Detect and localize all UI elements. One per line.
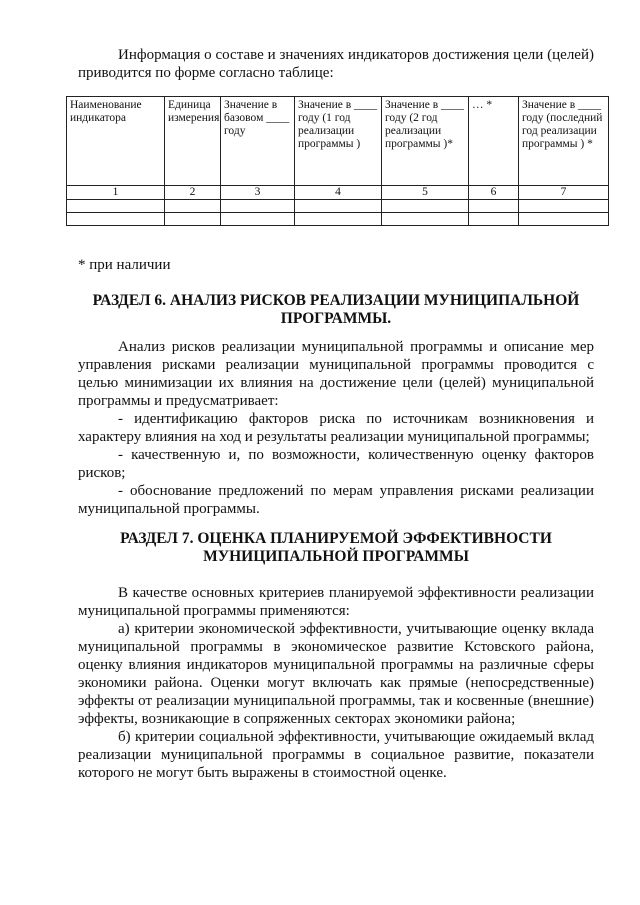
table-row bbox=[67, 200, 609, 213]
section7-body bbox=[78, 584, 594, 782]
column-number: 5 bbox=[382, 186, 469, 200]
table-cell bbox=[469, 213, 519, 226]
column-number: 7 bbox=[519, 186, 609, 200]
section7-title: РАЗДЕЛ 7. ОЦЕНКА ПЛАНИРУЕМОЙ ЭФФЕКТИВНОСТИ МУНИЦИПАЛЬНОЙ ПРОГРАММЫ bbox=[120, 530, 552, 565]
section6-body bbox=[78, 338, 594, 518]
footnote: * при наличии bbox=[78, 257, 171, 273]
table-cell bbox=[165, 200, 221, 213]
header-cell: … * bbox=[469, 97, 519, 186]
table-cell bbox=[295, 200, 382, 213]
header-cell: Значение в базовом ____ году bbox=[221, 97, 295, 186]
section7-paragraph: а) критерии экономической эффективности, учитывающие оценку вклада муниципальной программы в экономическое развитие Кстовского района, оценку влияния индикаторов муниципальной программы на различные сферы экономики района. Оценки могут включать как прямые (непосредственные) эффекты от реализации муниципальной программы, так и косвенные (внешние) эффекты, возникающие в сопряженных секторах экономики района; bbox=[78, 621, 594, 727]
table-cell bbox=[295, 213, 382, 226]
column-number: 2 bbox=[165, 186, 221, 200]
column-number: 1 bbox=[67, 186, 165, 200]
section7-paragraph: В качестве основных критериев планируемой эффективности реализации муниципальной программы применяются: bbox=[78, 585, 594, 619]
intro-paragraph: Информация о составе и значениях индикаторов достижения цели (целей) приводится по форме согласно таблице: bbox=[78, 47, 594, 81]
column-number: 3 bbox=[221, 186, 295, 200]
header-cell: Значение в ____ году (1 год реализации программы ) bbox=[295, 97, 382, 186]
table-cell bbox=[519, 200, 609, 213]
section6-title: РАЗДЕЛ 6. АНАЛИЗ РИСКОВ РЕАЛИЗАЦИИ МУНИЦИПАЛЬНОЙ ПРОГРАММЫ. bbox=[92, 292, 580, 327]
table-row bbox=[67, 213, 609, 226]
table-cell bbox=[67, 200, 165, 213]
header-cell: Единица измерения bbox=[165, 97, 221, 186]
table-cell bbox=[519, 213, 609, 226]
table-header-row bbox=[67, 97, 609, 186]
table-cell bbox=[469, 200, 519, 213]
section7-paragraph: б) критерии социальной эффективности, учитывающие ожидаемый вклад реализации муниципальной программы в социальное развитие, показатели которого не могут быть выражены в стоимостной оценке. bbox=[78, 729, 594, 781]
column-number: 4 bbox=[295, 186, 382, 200]
header-cell: Значение в ____ году (последний год реализации программы ) * bbox=[519, 97, 609, 186]
column-number: 6 bbox=[469, 186, 519, 200]
section6-paragraph: Анализ рисков реализации муниципальной программы и описание мер управления рисками реализации муниципальной программы проводится с целью минимизации их влияния на достижение цели (целей) муниципальной программы и предусматривает: bbox=[78, 339, 594, 409]
table-cell bbox=[382, 213, 469, 226]
section6-list-item: - качественную и, по возможности, количественную оценку факторов рисков; bbox=[78, 447, 594, 481]
section6-list-item: - обоснование предложений по мерам управления рисками реализации муниципальной программы. bbox=[78, 483, 594, 517]
table-cell bbox=[165, 213, 221, 226]
header-cell: Наименование индикатора bbox=[67, 97, 165, 186]
table-cell bbox=[67, 213, 165, 226]
section6-list-item: - идентификацию факторов риска по источникам возникновения и характеру влияния на ход и результаты реализации муниципальной программы; bbox=[78, 411, 594, 445]
table-cell bbox=[382, 200, 469, 213]
header-cell: Значение в ____ году (2 год реализации программы )* bbox=[382, 97, 469, 186]
table-cell bbox=[221, 213, 295, 226]
table-cell bbox=[221, 200, 295, 213]
indicator-table bbox=[66, 96, 609, 226]
table-number-row bbox=[67, 186, 609, 200]
